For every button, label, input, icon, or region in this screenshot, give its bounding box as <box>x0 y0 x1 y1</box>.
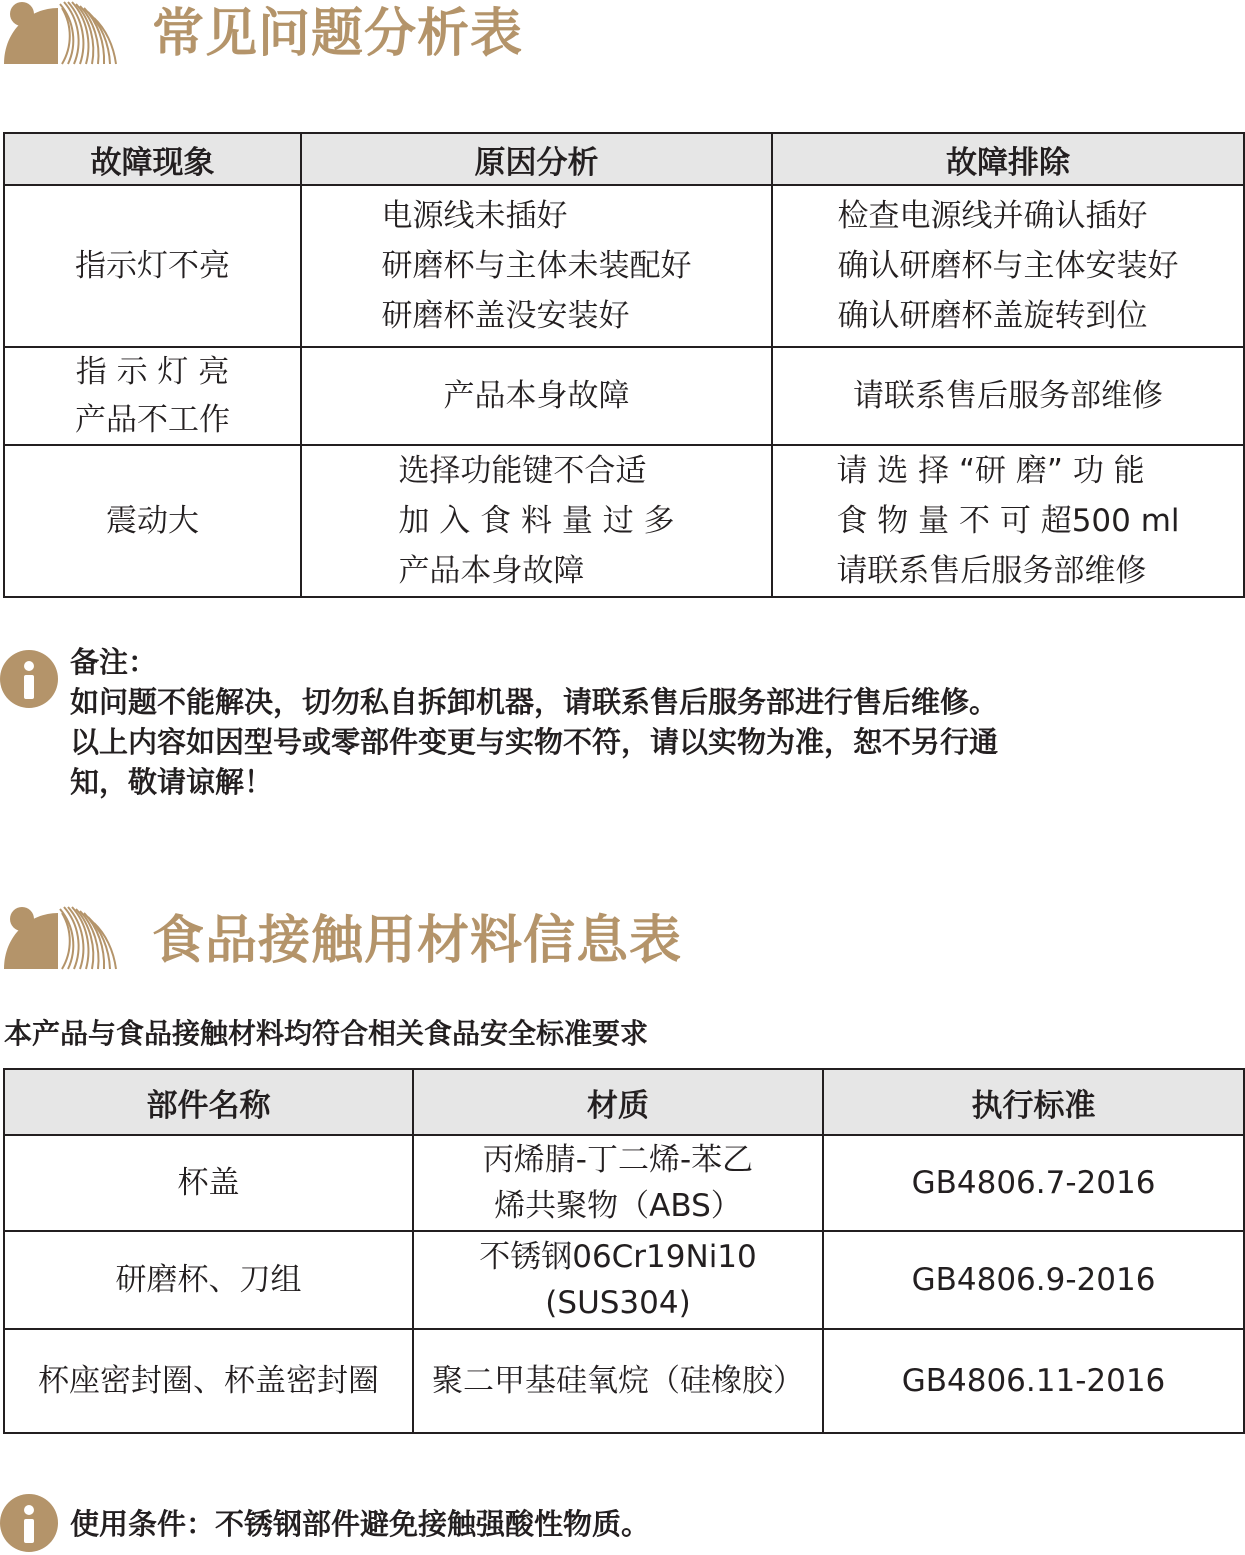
fix-line: 食 物 量 不 可 超500 ml <box>836 503 1180 539</box>
cause-line: 研磨杯盖没安装好 <box>381 298 630 334</box>
part-cell: 研磨杯、刀组 <box>4 1231 413 1329</box>
symptom-cell <box>4 445 301 597</box>
material-line: 烯共聚物（ABS） <box>494 1188 742 1224</box>
standard-cell: GB4806.9-2016 <box>823 1231 1244 1329</box>
fix-cell <box>772 347 1244 445</box>
cause-line: 电源线未插好 <box>381 198 568 234</box>
cause-cell <box>301 347 772 445</box>
remark-line: 如问题不能解决，切勿私自拆卸机器，请联系售后服务部进行售后维修。 <box>70 685 999 719</box>
cause-cell <box>301 185 772 347</box>
info-icon <box>0 650 58 708</box>
table-row <box>4 1329 1244 1433</box>
header-fix: 故障排除 <box>772 133 1244 185</box>
brand-arc-logo-icon <box>0 905 130 975</box>
cause-line: 选择功能键不合适 <box>398 453 647 489</box>
cause-line: 产品本身故障 <box>443 378 630 414</box>
cause-cell <box>301 445 772 597</box>
part-cell: 杯盖 <box>4 1135 413 1231</box>
table-row <box>4 1135 1244 1231</box>
symptom-line: 指 示 灯 亮 <box>75 354 230 390</box>
material-line: 聚二甲基硅氧烷（硅橡胶） <box>432 1363 804 1399</box>
fix-cell <box>772 445 1244 597</box>
material-line: (SUS304) <box>545 1285 691 1321</box>
faq-table <box>3 132 1245 598</box>
material-line: 不锈钢06Cr19Ni10 <box>479 1239 757 1275</box>
table-header-row <box>4 1069 1244 1135</box>
standard-cell: GB4806.11-2016 <box>823 1329 1244 1433</box>
cause-line: 研磨杯与主体未装配好 <box>381 248 692 284</box>
fix-line: 请联系售后服务部维修 <box>853 378 1163 414</box>
symptom-line: 震动大 <box>106 503 199 539</box>
remark-line: 知，敬请谅解！ <box>70 765 274 799</box>
remark-label: 备注： <box>70 645 158 679</box>
table-row <box>4 347 1244 445</box>
table-row <box>4 445 1244 597</box>
header-standard: 执行标准 <box>823 1069 1244 1135</box>
materials-table <box>3 1068 1245 1434</box>
fix-cell <box>772 185 1244 347</box>
cause-line: 加 入 食 料 量 过 多 <box>398 503 675 539</box>
fix-line: 确认研磨杯盖旋转到位 <box>837 298 1148 334</box>
header-cause: 原因分析 <box>301 133 772 185</box>
remark-text <box>70 642 1220 802</box>
cause-line: 产品本身故障 <box>398 553 585 589</box>
material-cell <box>413 1135 823 1231</box>
table-row <box>4 185 1244 347</box>
symptom-cell <box>4 185 301 347</box>
header-material: 材质 <box>413 1069 823 1135</box>
symptom-cell <box>4 347 301 445</box>
symptom-line: 产品不工作 <box>75 402 230 438</box>
materials-title: 食品接触用材料信息表 <box>152 911 683 971</box>
fix-line: 请 选 择 “研 磨” 功 能 <box>836 453 1145 489</box>
table-row <box>4 1231 1244 1329</box>
material-cell <box>413 1231 823 1329</box>
material-cell <box>413 1329 823 1433</box>
fix-line: 确认研磨杯与主体安装好 <box>837 248 1179 284</box>
fix-line: 检查电源线并确认插好 <box>837 198 1148 234</box>
brand-arc-logo-icon <box>0 0 130 70</box>
symptom-line: 指示灯不亮 <box>75 248 230 284</box>
header-part: 部件名称 <box>4 1069 413 1135</box>
section-title-materials <box>0 905 1245 985</box>
remark-line: 以上内容如因型号或零部件变更与实物不符，请以实物为准，恕不另行通 <box>70 725 999 759</box>
info-icon <box>0 1494 58 1552</box>
section-title-faq <box>0 0 1245 80</box>
part-cell: 杯座密封圈、杯盖密封圈 <box>4 1329 413 1433</box>
table-header-row <box>4 133 1244 185</box>
fix-line: 请联系售后服务部维修 <box>836 553 1147 589</box>
header-symptom: 故障现象 <box>4 133 301 185</box>
page-title: 常见问题分析表 <box>152 4 524 64</box>
usage-note-text: 使用条件：不锈钢部件避免接触强酸性物质。 <box>70 1507 651 1541</box>
materials-subtitle: 本产品与食品接触材料均符合相关食品安全标准要求 <box>4 1017 649 1050</box>
standard-cell: GB4806.7-2016 <box>823 1135 1244 1231</box>
material-line: 丙烯腈-丁二烯-苯乙 <box>482 1142 754 1178</box>
